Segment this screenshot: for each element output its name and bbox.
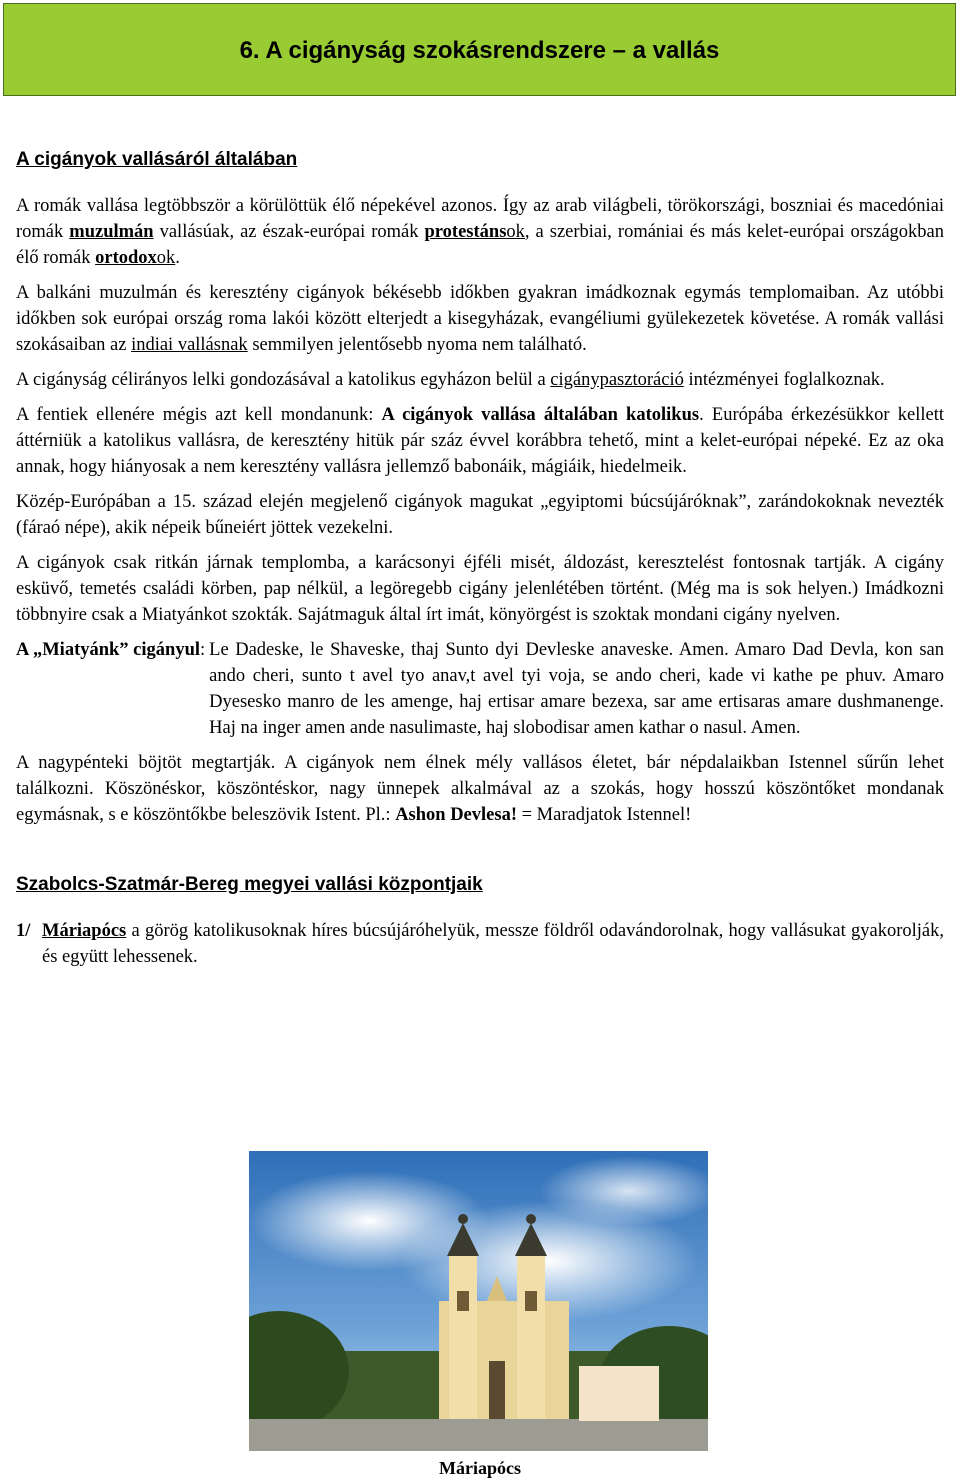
prayer-text: Le Dadeske, le Shaveske, thaj Sunto dyi Devleske anaveske. Amen. Amaro Dad Devla, kon san ando cheri, sunto t avel tyo anav,t avel tyi voja, se ando cheri, kade vi kathe pe phuv. Amaro Dyesesko manro de les amenge, haj ertisar amare bezexa, sar ame ertisaras amare dushmanenge. Haj na inger amen ande nasulimaste, haj slobodisar amen kathar o nasul. Amen. — [209, 640, 944, 738]
link-muzulman[interactable]: muzulmán — [69, 222, 154, 242]
greeting-phrase: Ashon Devlesa! — [395, 805, 517, 825]
paragraph-catholic: A fentiek ellenére mégis azt kell mondanunk: A cigányok vallása általában katolikus. Európába érkezésükkor kellett áttérniük a katolikus vallásra, de keresztény hitük pár száz évvel korábbra tehető, mint a kelet-európai népeké. Ez az oka annak, hogy hiányosak a nem keresztény vallásra jellemző babonáik, mágiáik, hiedelmeik. — [16, 405, 944, 477]
section-heading-general: A cigányok vallásáról általában — [16, 149, 298, 170]
emphasis-catholic: A cigányok vallása általában katolikus — [381, 405, 700, 425]
prayer-label: A „Miatyánk” cigányul: — [16, 640, 206, 660]
link-ortodox[interactable]: ortodoxok — [95, 248, 176, 268]
link-protestans[interactable]: protestánsok — [424, 222, 525, 242]
link-ciganypasztoracio[interactable]: cigánypasztoráció — [550, 370, 684, 390]
page-title: 6. A cigányság szokásrendszere – a vallás — [239, 37, 720, 64]
photo-caption: Máriapócs — [439, 1458, 521, 1478]
link-indiai-vallas[interactable]: indiai vallásnak — [131, 335, 248, 355]
prayer-block — [16, 637, 944, 741]
list-item-text: Máriapócs a görög katolikusoknak híres búcsújáróhelyük, messze földről odavándorolnak, hogy vallásukat gyakorolják, és együtt lehessenek. — [42, 921, 944, 967]
title-banner — [3, 3, 956, 96]
link-mariapocs[interactable]: Máriapócs — [42, 921, 127, 941]
mariapocs-church-image — [249, 1151, 708, 1451]
list-number: 1/ — [16, 921, 31, 941]
paragraph-pilgrims: Közép-Európában a 15. század elején megjelenő cigányok magukat „egyiptomi búcsújáróknak”, zarándokoknak nevezték (fáraó népe), akik népeik bűneiért jöttek vezekelni. — [16, 492, 944, 538]
main-content — [16, 147, 944, 970]
paragraph-religion-by-region: A romák vallása legtöbbször a körülöttük élő népekével azonos. Így az arab világbeli, törökországi, boszniai és macedóniai romák muzulmán vallásúak, az észak-európai romák protestánsok, a szerbiai, romániai és más kelet-európai országokban élő romák ortodoxok. — [16, 196, 945, 268]
section-heading-centers: Szabolcs-Szatmár-Bereg megyei vallási központjaik — [16, 874, 483, 895]
paragraph-pastoration: A cigányság célirányos lelki gondozásával a katolikus egyházon belül a cigánypasztoráció intézményei foglalkoznak. — [16, 370, 885, 390]
church-photo — [249, 1151, 708, 1451]
paragraph-church-customs: A cigányok csak ritkán járnak templomba, a karácsonyi éjféli misét, áldozást, keresztelést fontosnak tartják. A cigány esküvő, temetés családi körben, pap nélkül, a legöregebb cigány jelenlétében történt. (Még ma is sok helyen.) Imádkozni többnyire csak a Miatyánkot szokták. Sajátmaguk által írt imát, könyörgést is szoktak mondani cigány nyelven. — [16, 553, 944, 625]
paragraph-balkan: A balkáni muzulmán és keresztény cigányok békésebb időkben gyakran imádkoznak egymás templomaiban. Az utóbbi időkben sok európai ország roma lakói között elterjedt a kisegyházak, evangéliumi gyülekezetek követése. A romák vallási szokásaiban az indiai vallásnak semmilyen jelentősebb nyoma nem található. — [16, 283, 944, 355]
list-item-mariapocs — [16, 918, 944, 970]
paragraph-good-friday: A nagypénteki böjtöt megtartják. A cigányok nem élnek mély vallásos életet, bár népdalaikban Istennel sűrűn lehet találkozni. Köszönéskor, köszöntéskor, nagy ünnepek alkalmával az a szokás, hogy hosszú köszöntőket mondanak egymásnak, s e köszöntőkbe beleszövik Istent. Pl.: Ashon Devlesa! = Maradjatok Istennel! — [16, 753, 944, 825]
